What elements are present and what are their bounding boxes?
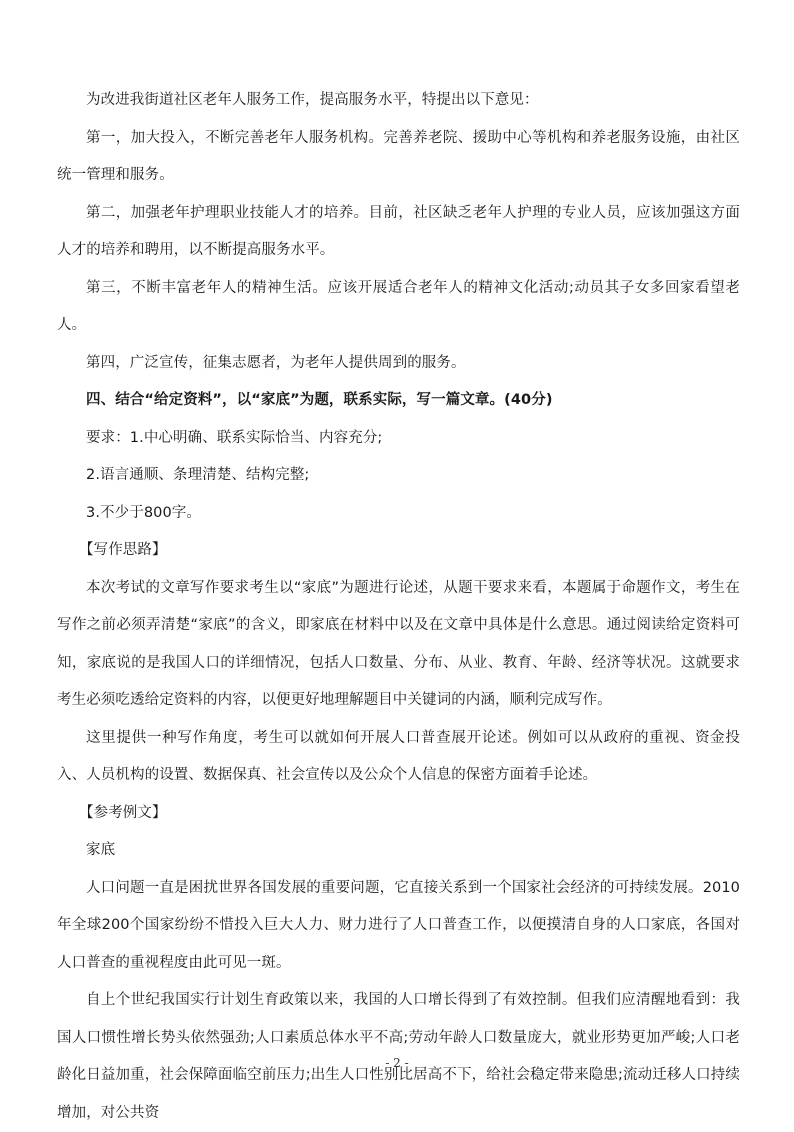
sample-essay-title: 家底: [86, 842, 116, 858]
sample-essay-paragraph-one: 人口问题一直是困扰世界各国发展的重要问题，它直接关系到一个国家社会经济的可持续发展。2010年全球200个国家纷纷不惜投入巨大人力、财力进行了人口普查工作，以便摸清自身的人口家底，各国对人口普查的重视程度由此可见一斑。: [57, 879, 740, 971]
writing-approach-paragraph-one: 本次考试的文章写作要求考生以“家底”为题进行论述，从题干要求来看，本题属于命题作文，考生在写作之前必须弄清楚“家底”的含义，即家底在材料中以及在文章中具体是什么意思。通过阅读给定资料可知，家底说的是我国人口的详细情况，包括人口数量、分布、从业、教育、年龄、经济等状况。这就要求考生必须吃透给定资料的内容，以便更好地理解题目中关键词的内涵，顺利完成写作。: [57, 579, 740, 708]
document-body: [57, 82, 740, 1132]
requirement-two: 2.语言通顺、条理清楚、结构完整;: [86, 467, 310, 483]
question-four-heading: 四、结合“给定资料”，以“家底”为题，联系实际，写一篇文章。(40分): [86, 392, 553, 408]
requirement-three: 3.不少于800字。: [86, 504, 202, 521]
opinion-one-paragraph: 第一，加大投入，不断完善老年人服务机构。完善养老院、援助中心等机构和养老服务设施，由社区统一管理和服务。: [57, 129, 740, 183]
intro-paragraph: 为改进我街道社区老年人服务工作，提高服务水平，特提出以下意见：: [86, 92, 539, 108]
sample-essay-paragraph-two: 自上个世纪我国实行计划生育政策以来，我国的人口增长得到了有效控制。但我们应清醒地看到：我国人口惯性增长势头依然强劲;人口素质总体水平不高;劳动年龄人口数量庞大，就业形势更加严峻;人口老龄化日益加重，社会保障面临空前压力;出生人口性别比居高不下，给社会稳定带来隐患;流动迁移人口持续增加，对公共资: [57, 992, 740, 1121]
page-number: - 2 -: [385, 1056, 409, 1070]
opinion-two-paragraph: 第二，加强老年护理职业技能人才的培养。目前，社区缺乏老年人护理的专业人员，应该加强这方面人才的培养和聘用，以不断提高服务水平。: [57, 204, 740, 258]
opinion-three-paragraph: 第三，不断丰富老年人的精神生活。应该开展适合老年人的精神文化活动;动员其子女多回家看望老人。: [57, 279, 740, 333]
requirement-one: 要求：1.中心明确、联系实际恰当、内容充分;: [86, 429, 383, 446]
writing-approach-paragraph-two: 这里提供一种写作角度，考生可以就如何开展人口普查展开论述。例如可以从政府的重视、资金投入、人员机构的设置、数据保真、社会宣传以及公众个人信息的保密方面着手论述。: [57, 729, 740, 783]
opinion-four-paragraph: 第四，广泛宣传，征集志愿者，为老年人提供周到的服务。: [86, 354, 466, 371]
sample-essay-heading: 【参考例文】: [79, 804, 167, 821]
writing-approach-heading: 【写作思路】: [79, 542, 167, 558]
